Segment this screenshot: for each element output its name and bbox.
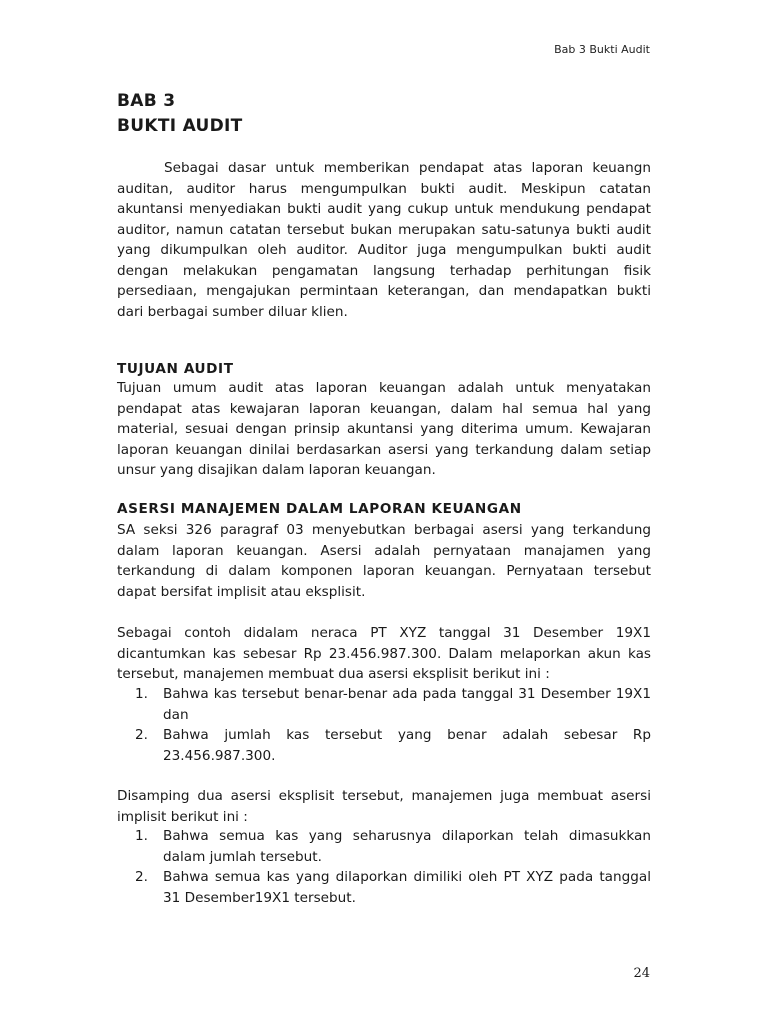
list-item <box>135 826 651 867</box>
list-item-number: 1. <box>135 686 148 702</box>
section-heading-tujuan: TUJUAN AUDIT <box>117 361 234 377</box>
list-item <box>135 725 651 766</box>
running-header: Bab 3 Bukti Audit <box>554 43 650 56</box>
list-item-text: Bahwa kas tersebut benar-benar ada pada tanggal 31 Desember 19X1 dan <box>163 686 651 723</box>
asersi-paragraph-3: Disamping dua asersi eksplisit tersebut, manajemen juga membuat asersi implisit berikut ini : <box>117 788 651 825</box>
chapter-name: BUKTI AUDIT <box>117 116 243 136</box>
asersi-paragraph-1: SA seksi 326 paragraf 03 menyebutkan berbagai asersi yang terkandung dalam laporan keuangan. Asersi adalah pernyataan manajamen yang terkandung di dalam komponen laporan keuangan. Pernyataan tersebut dapat bersifat implisit atau eksplisit. <box>117 522 651 600</box>
explicit-assertion-list <box>135 684 651 766</box>
list-item-number: 2. <box>135 727 148 743</box>
list-item-text: Bahwa jumlah kas tersebut yang benar adalah sebesar Rp 23.456.987.300. <box>163 727 651 764</box>
intro-paragraph: Sebagai dasar untuk memberikan pendapat atas laporan keuangn auditan, auditor harus mengumpulkan bukti audit. Meskipun catatan akuntansi menyediakan bukti audit yang cukup untuk mendukung pendapat auditor, namun catatan tersebut bukan merupakan satu-satunya bukti audit yang dikumpulkan oleh auditor. Auditor juga mengumpulkan bukti audit dengan melakukan pengamatan langsung terhadap perhitungan fisik persediaan, mengajukan permintaan keterangan, dan mendapatkan bukti dari berbagai sumber diluar klien. <box>117 160 651 320</box>
list-item-number: 1. <box>135 828 148 844</box>
list-item-text: Bahwa semua kas yang seharusnya dilaporkan telah dimasukkan dalam jumlah tersebut. <box>163 828 651 865</box>
implicit-assertion-list <box>135 826 651 908</box>
asersi-paragraph-2: Sebagai contoh didalam neraca PT XYZ tanggal 31 Desember 19X1 dicantumkan kas sebesar Rp 23.456.987.300. Dalam melaporkan akun kas tersebut, manajemen membuat dua asersi eksplisit berikut ini : <box>117 625 651 682</box>
chapter-title <box>117 89 243 139</box>
list-item-text: Bahwa semua kas yang dilaporkan dimiliki oleh PT XYZ pada tanggal 31 Desember19X1 tersebut. <box>163 869 651 906</box>
tujuan-paragraph: Tujuan umum audit atas laporan keuangan adalah untuk menyatakan pendapat atas kewajaran laporan keuangan, dalam hal semua hal yang material, sesuai dengan prinsip akuntansi yang diterima umum. Kewajaran laporan keuangan dinilai berdasarkan asersi yang terkandung dalam setiap unsur yang disajikan dalam laporan keuangan. <box>117 380 651 478</box>
section-heading-asersi: ASERSI MANAJEMEN DALAM LAPORAN KEUANGAN <box>117 501 522 517</box>
list-item <box>135 867 651 908</box>
list-item-number: 2. <box>135 869 148 885</box>
list-item <box>135 684 651 725</box>
chapter-number: BAB 3 <box>117 91 176 111</box>
page-number: 24 <box>633 966 650 981</box>
